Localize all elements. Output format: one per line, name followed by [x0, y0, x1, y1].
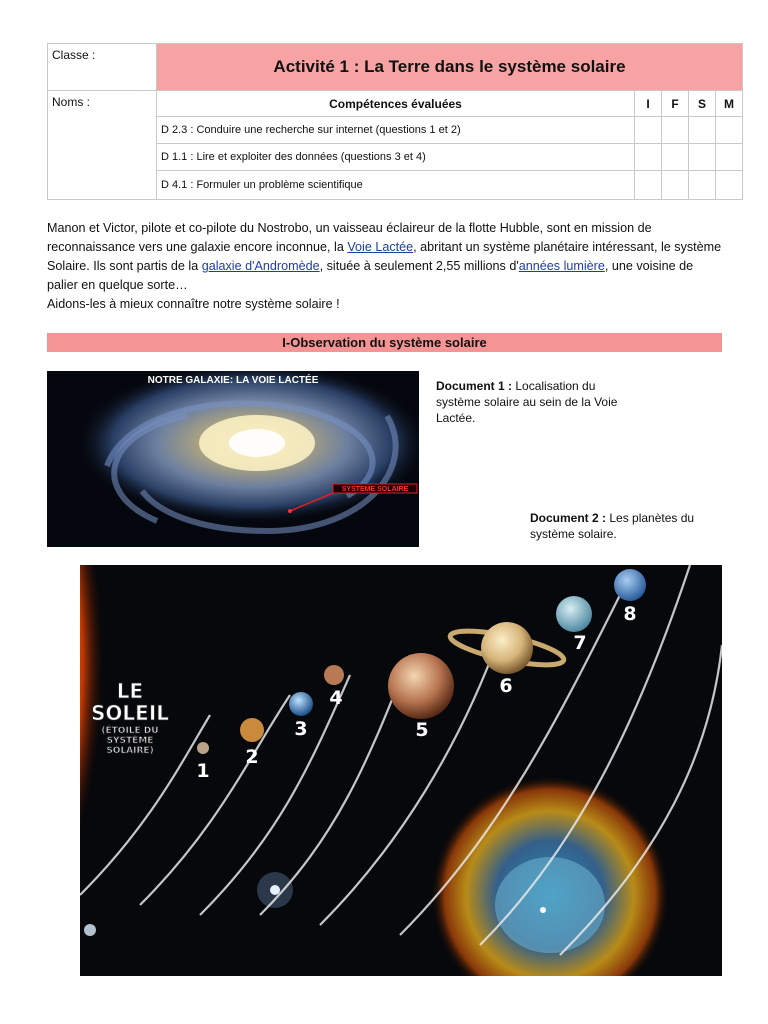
check-cell[interactable] — [635, 117, 662, 144]
noms-label: Noms : — [52, 95, 91, 109]
criterion-row: D 1.1 : Lire et exploiter des données (questions 3 et 4) — [157, 144, 635, 171]
check-cell[interactable] — [662, 117, 689, 144]
document-1-text: Localisation du système solaire au sein de la Voie Lactée. — [436, 379, 618, 425]
check-cell[interactable] — [716, 171, 743, 200]
page-title: Activité 1 : La Terre dans le système solaire — [157, 44, 743, 91]
neptune-planet — [614, 569, 646, 601]
annees-lumiere-link[interactable]: années lumière — [518, 259, 605, 273]
solar-system-image — [80, 565, 722, 976]
document-2-caption — [530, 510, 700, 542]
check-cell[interactable] — [662, 144, 689, 171]
check-cell[interactable] — [689, 144, 716, 171]
document-1-label: Document 1 : — [436, 379, 513, 393]
planet-number: 7 — [573, 632, 587, 654]
classe-cell — [48, 44, 157, 91]
sun-label-solaire: SOLAIRE) — [106, 746, 154, 756]
galaxy-image — [47, 371, 419, 547]
intro-paragraph — [47, 219, 727, 314]
planet-number: 5 — [415, 719, 429, 741]
document-2-label: Document 2 : — [530, 511, 607, 525]
check-cell[interactable] — [716, 144, 743, 171]
uranus-planet — [556, 596, 592, 632]
intro-text: Manon et Victor, pilote et co-pilote du Nostrobo, un vaisseau éclaireur de la flotte Hubble, sont en mission de reconnaissance vers une galaxie encore inconnue, la — [47, 221, 652, 254]
sun-label-systeme: SYSTÈME — [106, 736, 154, 746]
check-cell[interactable] — [716, 117, 743, 144]
sun-label-etoile: (ÉTOILE DU — [101, 726, 159, 736]
intro-text: , une voisine de palier en quelque sorte… — [47, 259, 694, 292]
jupiter-planet — [388, 653, 454, 719]
planet-number: 4 — [329, 687, 343, 709]
solar-system-label: SYSTEME SOLAIRE — [341, 486, 409, 493]
classe-label: Classe : — [52, 48, 96, 62]
intro-text: , abritant un système planétaire intéressant, le système Solaire. Ils sont partis de la — [47, 240, 722, 273]
noms-cell — [48, 91, 157, 200]
criterion-row: D 2.3 : Conduire une recherche sur internet (questions 1 et 2) — [157, 117, 635, 144]
planet-number: 8 — [623, 603, 637, 625]
check-cell[interactable] — [635, 171, 662, 200]
planet-number: 2 — [245, 746, 259, 768]
level-s: S — [689, 91, 716, 117]
criterion-row: D 4.1 : Formuler un problème scientifique — [157, 171, 635, 200]
sun-label-le: LE — [116, 679, 144, 703]
galaxy-title: NOTRE GALAXIE: LA VOIE LACTÉE — [147, 375, 319, 386]
section-heading: I-Observation du système solaire — [47, 333, 722, 352]
andromede-link[interactable]: galaxie d'Andromède — [201, 259, 320, 273]
mars-planet — [324, 665, 344, 685]
check-cell[interactable] — [689, 117, 716, 144]
mercury-planet — [197, 742, 209, 754]
planet-number: 1 — [196, 760, 210, 782]
document-1-caption — [436, 378, 626, 426]
planet-number: 3 — [294, 718, 308, 740]
evaluation-table — [47, 43, 743, 200]
intro-text: Aidons-les à mieux connaître notre système solaire ! — [47, 297, 340, 311]
document-2-text: Les planètes du système solaire. — [530, 511, 695, 541]
level-f: F — [662, 91, 689, 117]
venus-planet — [240, 718, 264, 742]
check-cell[interactable] — [662, 171, 689, 200]
earth-planet — [289, 692, 313, 716]
voie-lactee-link[interactable]: Voie Lactée — [347, 240, 414, 254]
check-cell[interactable] — [689, 171, 716, 200]
competences-header: Compétences évaluées — [157, 91, 635, 117]
planet-number: 6 — [499, 675, 513, 697]
sun-label-soleil: SOLEIL — [91, 701, 169, 725]
level-i: I — [635, 91, 662, 117]
level-m: M — [716, 91, 743, 117]
check-cell[interactable] — [635, 144, 662, 171]
intro-text: , située à seulement 2,55 millions d' — [319, 259, 519, 273]
